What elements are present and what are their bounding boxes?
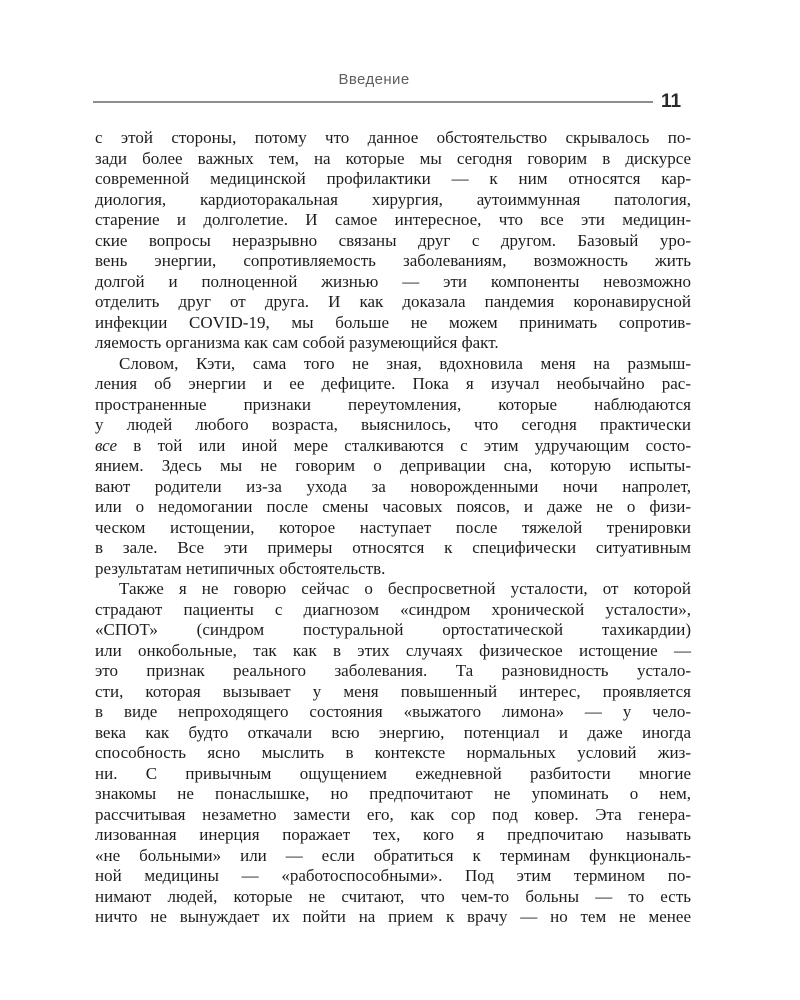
text-line: вают родители из-за ухода за новорожденными ночи напролет, [95,476,691,496]
emphasis-text: все [95,435,118,455]
text-line: результатам нетипичных обстоятельств. [95,558,386,578]
text-line: пространенные признаки переутомления, которые наблюдаются [95,394,691,414]
text-line: ной медицины — «работоспособными». Под этим термином по- [95,866,691,885]
paragraph-3 [95,579,691,928]
text-line: века как будто откачали всю энергию, потенциал и даже иногда [95,722,691,742]
text-line: Также я не говорю сейчас о беспросветной усталости, от которой [119,579,691,598]
text-line: рассчитывая незаметно замести его, как сор под ковер. Эта генера- [95,804,691,824]
text-line: у людей любого возраста, выяснилось, что сегодня практически [95,415,691,434]
text-line: или онкобольные, так как в этих случаях физическое истощение — [95,640,691,660]
text-line: способность ясно мыслить в контексте нормальных условий жиз- [95,743,691,762]
text-line: Словом, Кэти, сама того не зная, вдохновила меня на размыш- [119,353,691,373]
text-line: «не больными» или — если обратиться к терминам функциональ- [95,845,691,865]
text-line: ляемость организма как сам собой разумеющийся факт. [95,333,499,352]
text-line: вень энергии, сопротивляемость заболеваниям, возможность жить [95,251,691,270]
paragraph-1 [95,128,691,354]
paragraph-2 [95,354,691,580]
running-title: Введение [338,71,410,88]
text-line: «СПОТ» (синдром постуральной ортостатической тахикардии) [95,620,691,639]
text-line: ские вопросы неразрывно связаны друг с другом. Базовый уро- [95,230,691,250]
text-line: отделить друг от друга. И как доказала пандемия коронавирусной [95,292,691,311]
text-line: ческом истощении, которое наступает после тяжелой тренировки [95,517,691,537]
text-line: современной медицинской профилактики — к ним относятся кар- [95,169,691,188]
text-line: страдают пациенты с диагнозом «синдром хронической усталости», [95,599,691,619]
text-line: ни. С привычным ощущением ежедневной разбитости многие [95,763,691,783]
header-rule [93,101,653,103]
text-line: с этой стороны, потому что данное обстоятельство скрывалось по- [95,128,691,147]
text-line: в виде непроходящего состояния «выжатого лимона» — у чело- [95,702,691,721]
text-line: янием. Здесь мы не говорим о депривации сна, которую испыты- [95,456,691,475]
text-line: долгой и полноценной жизнью — эти компоненты невозможно [95,271,691,291]
text-line: в зале. Все эти примеры относятся к специфически ситуативным [95,538,691,557]
text-line: ления об энергии и ее дефиците. Пока я изучал необычайно рас- [95,374,691,393]
text-line: все в той или иной мере сталкиваются с этим удручающим состо- [95,435,691,455]
text-line: нимают людей, которые не считают, что чем-то больны — то есть [95,886,691,906]
text-line: старение и долголетие. И самое интересное, что все эти медицин- [95,210,691,229]
text-line: диология, кардиоторакальная хирургия, аутоиммунная патология, [95,189,691,209]
page-number: 11 [661,91,682,112]
text-line: знакомы не понаслышке, но предпочитают не упоминать о нем, [95,784,691,803]
text-line: лизованная инерция поражает тех, кого я предпочитаю называть [95,825,691,844]
text-line: зади более важных тем, на которые мы сегодня говорим в дискурсе [95,148,691,168]
text-line: ничто не вынуждает их пойти на прием к врачу — но тем не менее [95,907,691,926]
text-line: инфекции COVID-19, мы больше не можем принимать сопротив- [95,312,691,332]
text-line: сти, которая вызывает у меня повышенный интерес, проявляется [95,681,691,701]
text-line: это признак реального заболевания. Та разновидность устало- [95,661,691,680]
text-line: или о недомогании после смены часовых поясов, и даже не о физи- [95,497,691,516]
page-body [95,128,691,928]
